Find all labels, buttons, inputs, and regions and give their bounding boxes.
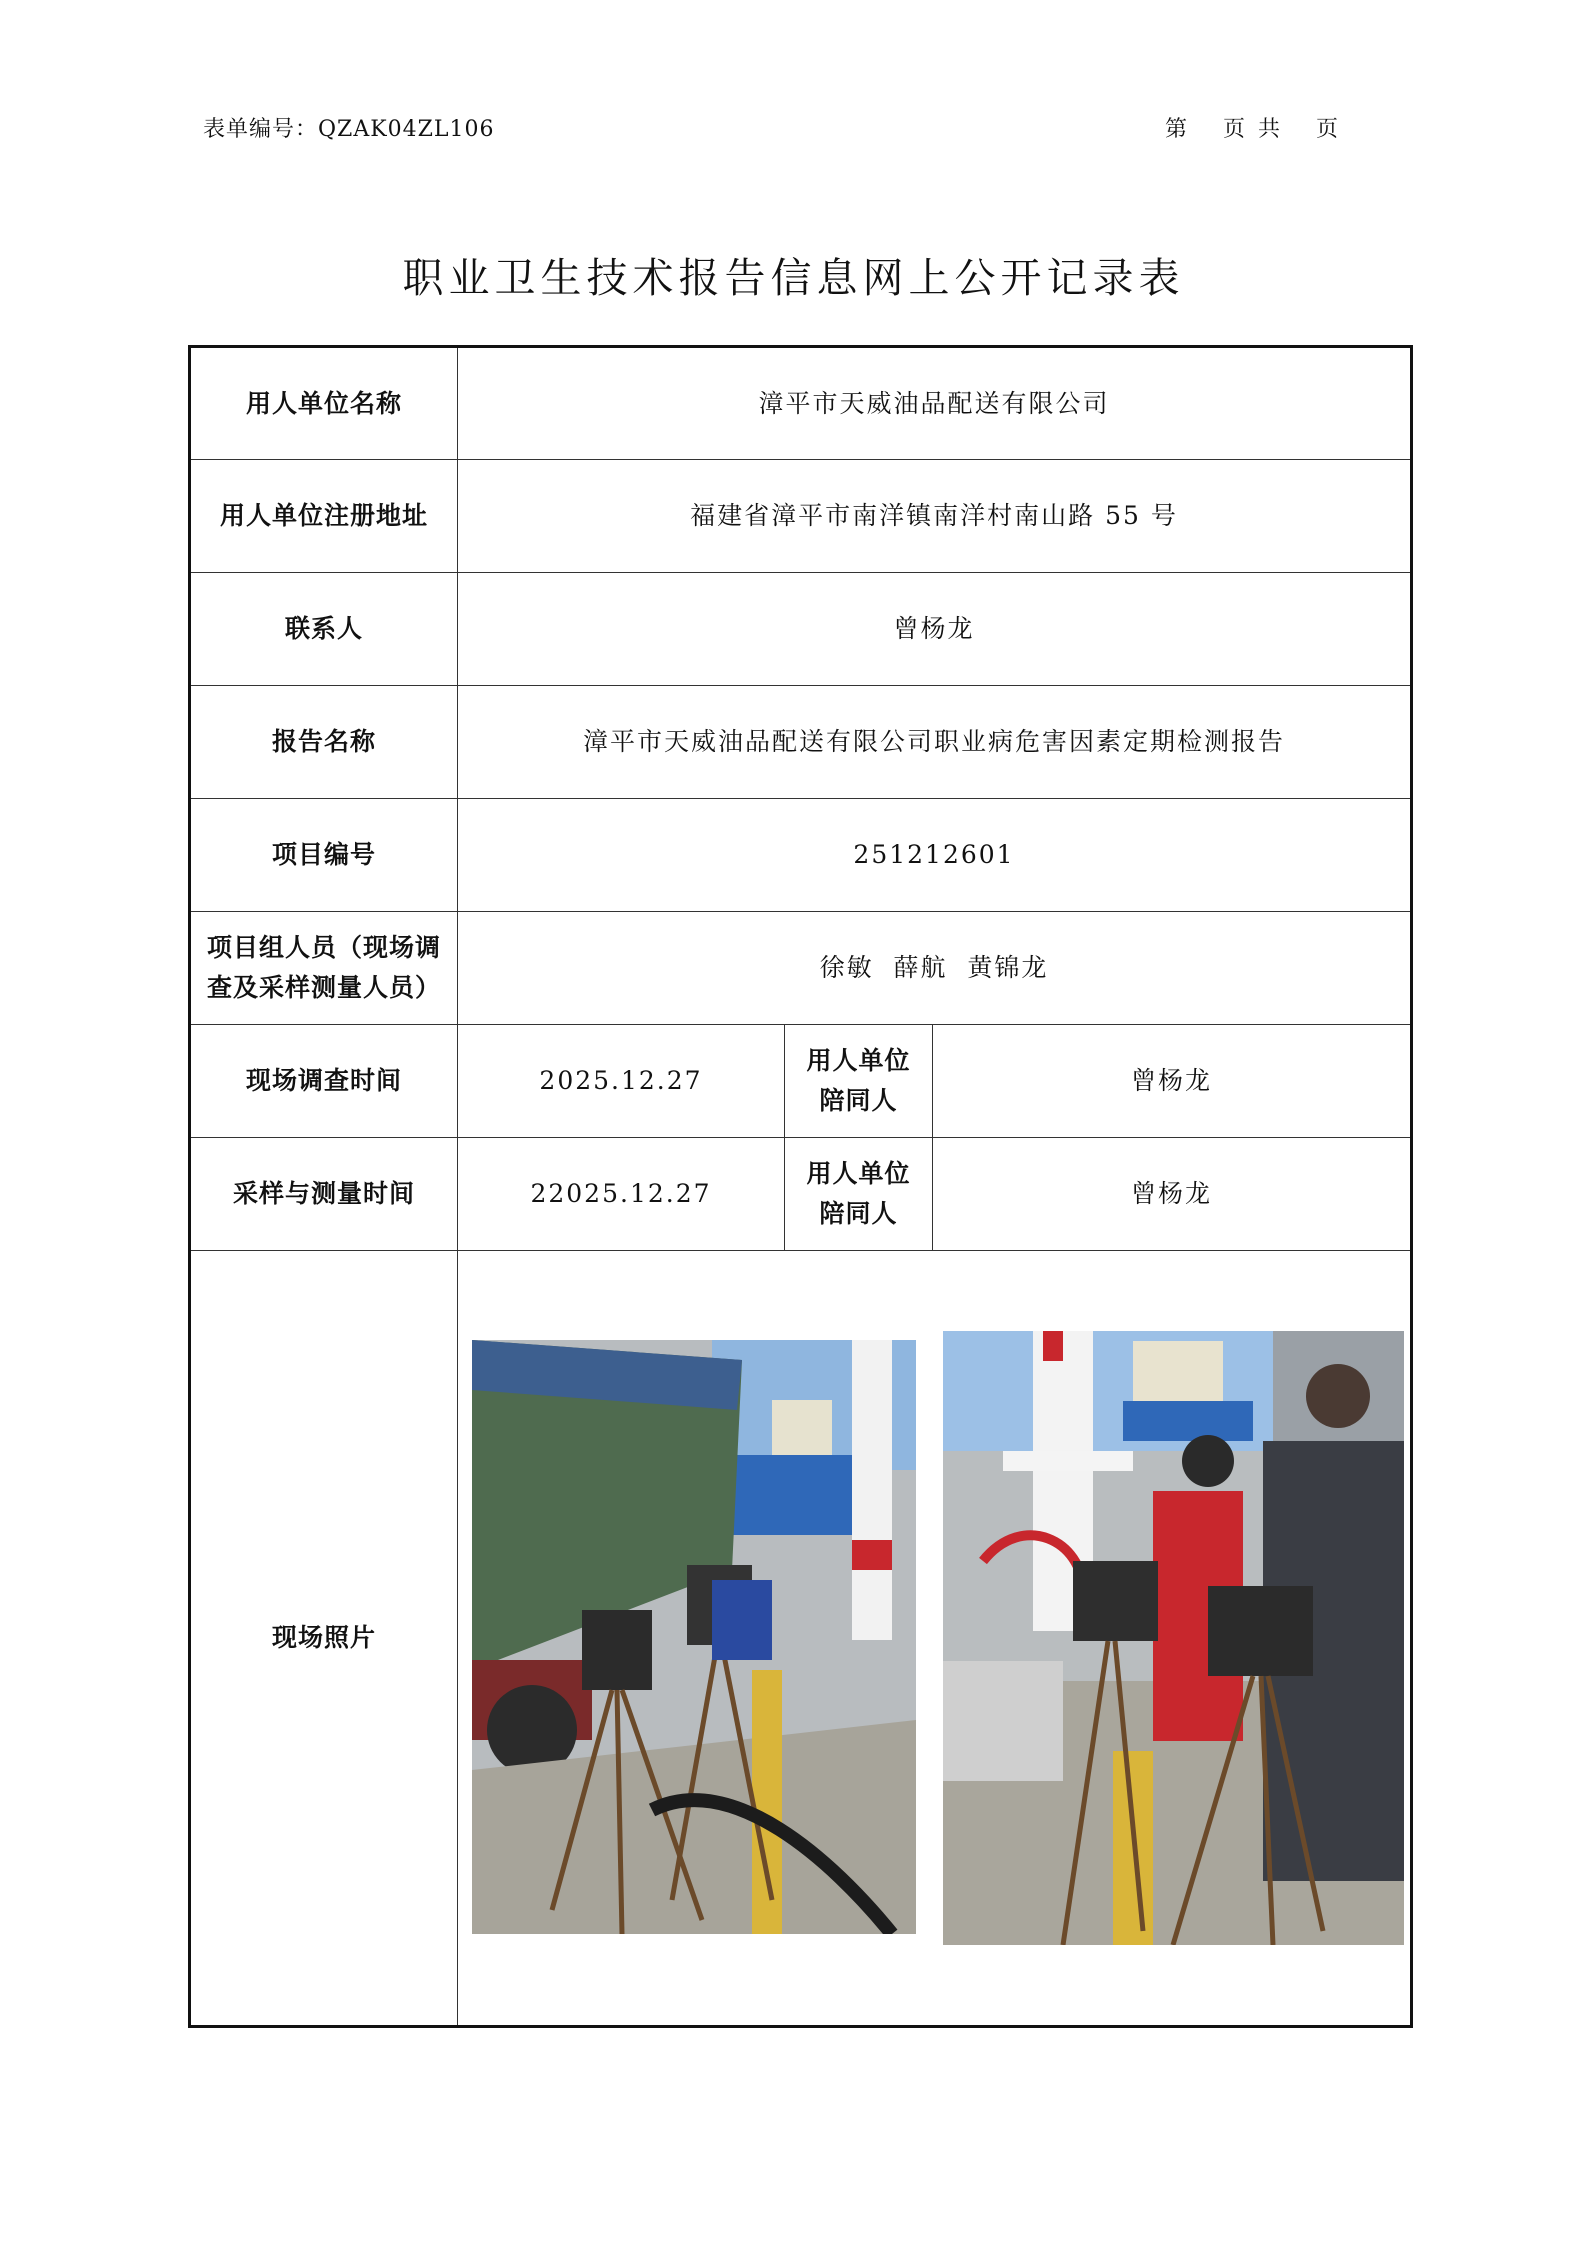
page-info: 第 页 共 页 bbox=[1165, 117, 1339, 142]
contact-label: 联系人 bbox=[190, 573, 458, 686]
team-value: 徐敏 薛航 黄锦龙 bbox=[458, 912, 1412, 1025]
table-row bbox=[190, 1138, 1412, 1251]
survey-companion-label: 用人单位陪同人 bbox=[785, 1025, 933, 1138]
address-label: 用人单位注册地址 bbox=[190, 460, 458, 573]
sampling-time-value: 22025.12.27 bbox=[458, 1138, 785, 1251]
sampling-companion-value: 曾杨龙 bbox=[933, 1138, 1412, 1251]
table-row bbox=[190, 347, 1412, 460]
employer-name-label: 用人单位名称 bbox=[190, 347, 458, 460]
photos-label: 现场照片 bbox=[190, 1251, 458, 2027]
report-name-label: 报告名称 bbox=[190, 686, 458, 799]
form-number: 表单编号：QZAK04ZL106 bbox=[203, 117, 495, 142]
report-name-value: 漳平市天威油品配送有限公司职业病危害因素定期检测报告 bbox=[458, 686, 1412, 799]
employer-name-value: 漳平市天威油品配送有限公司 bbox=[458, 347, 1412, 460]
table-row bbox=[190, 573, 1412, 686]
page-title: 职业卫生技术报告信息网上公开记录表 bbox=[402, 254, 1185, 302]
table-row bbox=[190, 912, 1412, 1025]
record-table bbox=[188, 345, 1413, 2028]
team-label: 项目组人员（现场调查及采样测量人员） bbox=[190, 912, 458, 1025]
table-row bbox=[190, 1025, 1412, 1138]
photos-cell bbox=[458, 1251, 1412, 2027]
table-row bbox=[190, 686, 1412, 799]
contact-value: 曾杨龙 bbox=[458, 573, 1412, 686]
project-no-value: 251212601 bbox=[458, 799, 1412, 912]
site-photo-truck-sampling bbox=[472, 1340, 916, 1934]
survey-time-label: 现场调查时间 bbox=[190, 1025, 458, 1138]
sampling-time-label: 采样与测量时间 bbox=[190, 1138, 458, 1251]
sampling-companion-label: 用人单位陪同人 bbox=[785, 1138, 933, 1251]
survey-companion-value: 曾杨龙 bbox=[933, 1025, 1412, 1138]
survey-time-value: 2025.12.27 bbox=[458, 1025, 785, 1138]
table-row bbox=[190, 1251, 1412, 2027]
table-row bbox=[190, 799, 1412, 912]
project-no-label: 项目编号 bbox=[190, 799, 458, 912]
table-row bbox=[190, 460, 1412, 573]
address-value: 福建省漳平市南洋镇南洋村南山路 55 号 bbox=[458, 460, 1412, 573]
site-photo-pump-sampling bbox=[943, 1331, 1404, 1945]
